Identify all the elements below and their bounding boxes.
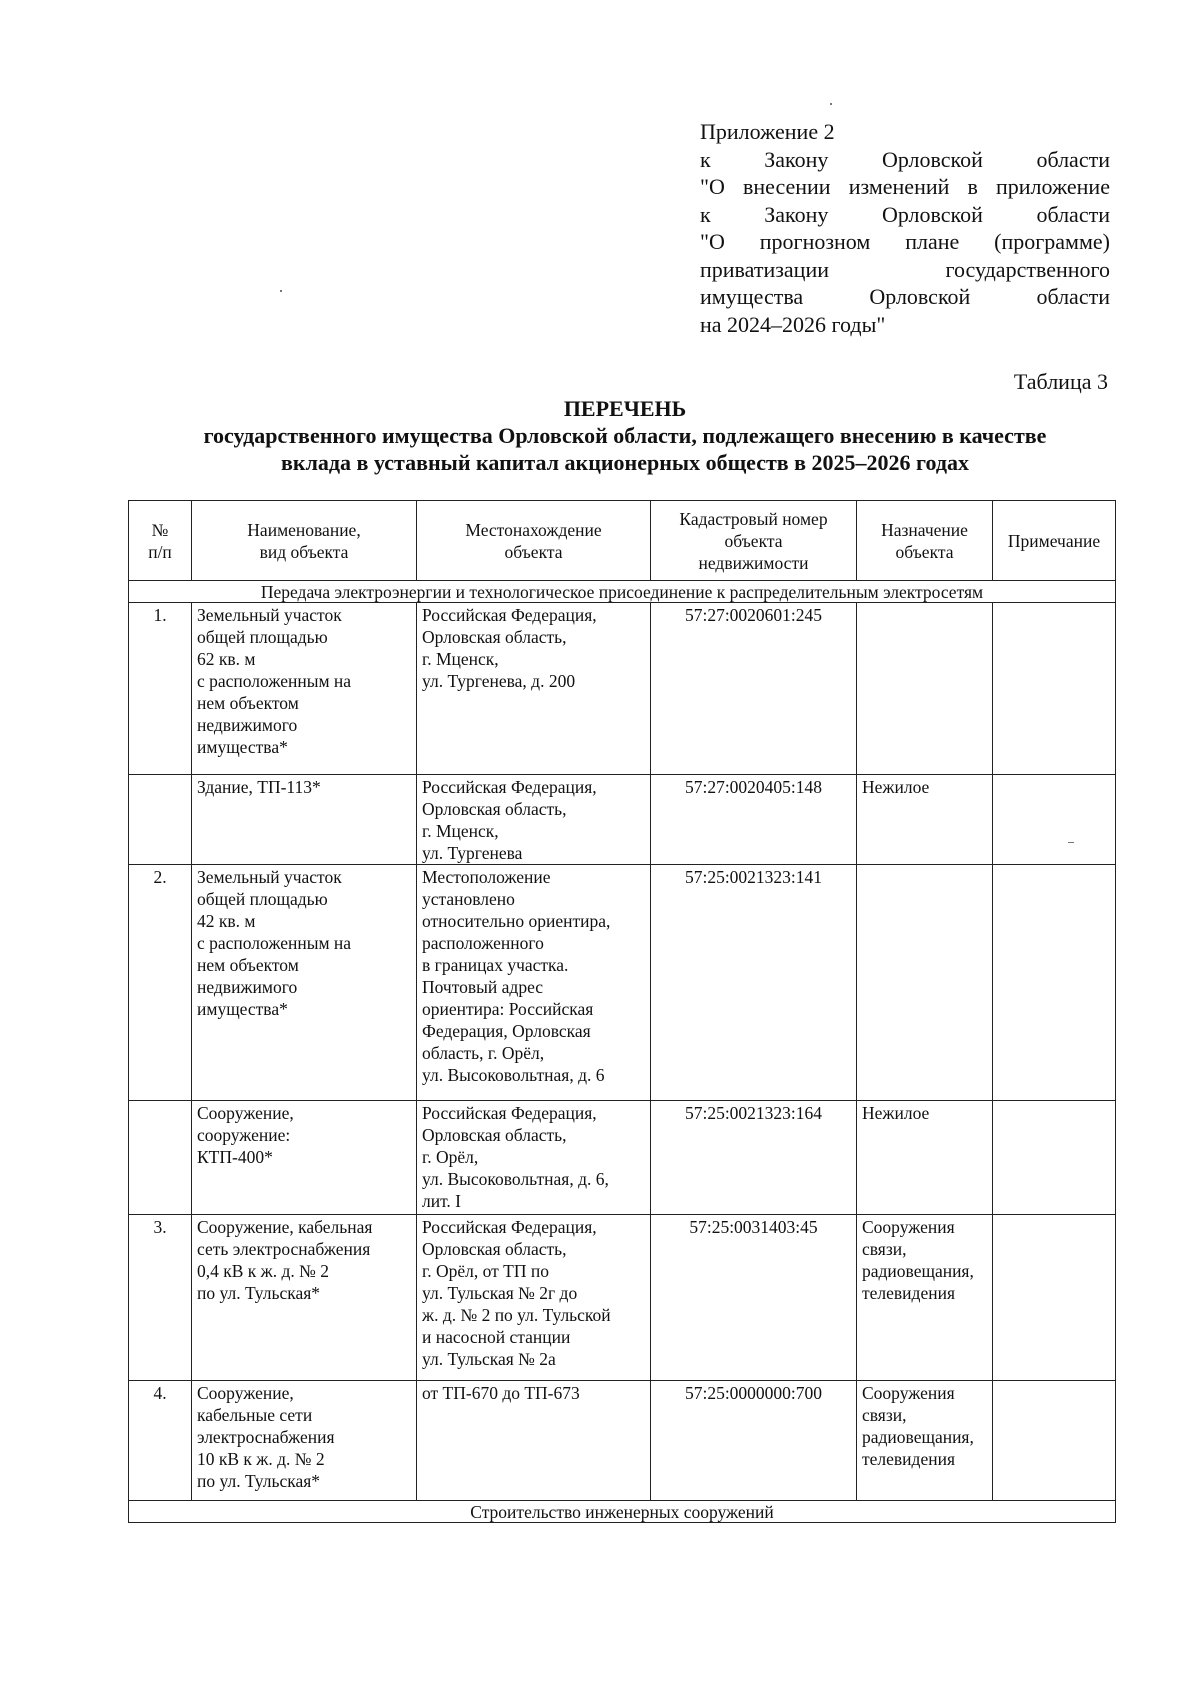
cell-location-line: Российская Федерация, xyxy=(422,605,597,625)
header-note xyxy=(993,501,1116,581)
document-subtitle-line-2: вклада в уставный капитал акционерных обществ в 2025–2026 годах xyxy=(281,450,969,475)
cell-name-line: Сооружение, кабельная xyxy=(197,1217,373,1237)
document-title: ПЕРЕЧЕНЬ xyxy=(563,396,687,421)
cell-name-line: КТП-400* xyxy=(197,1147,273,1167)
cell-name-line: имущества* xyxy=(197,999,288,1019)
header-text: Назначение xyxy=(881,519,968,540)
annex-line-4 xyxy=(700,201,1110,229)
cell-location-line: ул. Тульская № 2г до xyxy=(422,1283,578,1303)
cell-purpose-line: телевидения xyxy=(862,1449,955,1469)
cell-location-line: Почтовый адрес xyxy=(422,977,544,997)
scan-speck xyxy=(280,290,282,292)
annex-word: Орловской xyxy=(881,201,983,227)
cell-purpose xyxy=(857,1215,993,1381)
cell-location-line: г. Мценск, xyxy=(422,649,499,669)
cell-location-line: ориентира: Российская xyxy=(422,999,594,1019)
header-text: Местонахождение xyxy=(465,519,602,540)
annex-line-3 xyxy=(700,173,1110,201)
cell-location-line: ул. Высоковольтная, д. 6, xyxy=(422,1169,609,1189)
annex-word: государственного xyxy=(945,256,1110,282)
cell-location xyxy=(417,865,651,1101)
cell-num: 2. xyxy=(129,865,192,1101)
cell-name xyxy=(192,865,417,1101)
cell-cadastral: 57:25:0031403:45 xyxy=(651,1215,857,1381)
annex-line-6 xyxy=(700,256,1110,284)
cell-purpose-line: телевидения xyxy=(862,1283,955,1303)
annex-word: Закону xyxy=(764,201,829,227)
header-location xyxy=(417,501,651,581)
cell-purpose-line: радиовещания, xyxy=(862,1427,974,1447)
document-subtitle-line-1: государственного имущества Орловской области, подлежащего внесению в качестве xyxy=(203,423,1047,448)
cell-note xyxy=(993,775,1116,865)
annex-line-7 xyxy=(700,283,1110,311)
cell-location-line: ж. д. № 2 по ул. Тульской xyxy=(422,1305,611,1325)
annex-header xyxy=(700,118,1110,338)
cell-purpose xyxy=(857,1101,993,1215)
cell-location-line: Российская Федерация, xyxy=(422,777,597,797)
cell-name-line: сеть электроснабжения xyxy=(197,1239,371,1259)
cell-name-line: нем объектом xyxy=(197,955,299,975)
cell-name-line: 0,4 кВ к ж. д. № 2 xyxy=(197,1261,329,1281)
table-row xyxy=(129,603,1116,775)
header-text: № xyxy=(151,519,169,540)
table-row xyxy=(129,1101,1116,1215)
cell-cadastral: 57:25:0021323:141 xyxy=(651,865,857,1101)
table-row xyxy=(129,1215,1116,1381)
cell-location xyxy=(417,603,651,775)
annex-word: внесении xyxy=(742,174,831,199)
cell-purpose-line: Нежилое xyxy=(862,777,930,797)
cell-purpose-line: Сооружения xyxy=(862,1383,955,1403)
annex-word: имущества xyxy=(700,284,804,309)
annex-word: области xyxy=(1036,201,1110,227)
table-number: Таблица 3 xyxy=(1013,369,1108,394)
annex-word: Орловской xyxy=(869,284,971,309)
cell-name-line: нем объектом xyxy=(197,693,299,713)
cell-location-line: лит. I xyxy=(422,1191,462,1211)
header-text: Кадастровый номер xyxy=(679,508,828,529)
cell-name-line: с расположенным на xyxy=(197,933,352,953)
cell-note xyxy=(993,1101,1116,1215)
header-text: вид объекта xyxy=(259,541,349,562)
cell-location-line: г. Орёл, xyxy=(422,1147,479,1167)
cell-location-line: Орловская область, xyxy=(422,627,567,647)
section-title: Передача электроэнергии и технологическое присоединение к распределительным электросетям xyxy=(129,581,1116,603)
cell-name-line: Сооружение, xyxy=(197,1383,294,1403)
cell-location-line: ул. Высоковольтная, д. 6 xyxy=(422,1065,605,1085)
cell-name-line: общей площадью xyxy=(197,889,328,909)
cell-purpose-line: Сооружения xyxy=(862,1217,955,1237)
cell-location-line: Российская Федерация, xyxy=(422,1217,597,1237)
cell-name xyxy=(192,1215,417,1381)
section-row xyxy=(129,1501,1116,1523)
cell-name-line: 62 кв. м xyxy=(197,649,256,669)
cell-name-line: Земельный участок xyxy=(197,605,342,625)
cell-name-line: имущества* xyxy=(197,737,288,757)
cell-note xyxy=(993,1215,1116,1381)
cell-location-line: Орловская область, xyxy=(422,1239,567,1259)
header-text: Примечание xyxy=(1007,530,1101,551)
annex-line-2 xyxy=(700,146,1110,174)
cell-name-line: электроснабжения xyxy=(197,1427,335,1447)
cell-location-line: относительно ориентира, xyxy=(422,911,611,931)
section-row xyxy=(129,581,1116,603)
header-text: объекта xyxy=(895,541,954,562)
header-cadastral xyxy=(651,501,857,581)
cell-location-line: Федерация, Орловская xyxy=(422,1021,591,1041)
cell-location-line: в границах участка. xyxy=(422,955,569,975)
cell-purpose-line: радиовещания, xyxy=(862,1261,974,1281)
header-num xyxy=(129,501,192,581)
annex-word: прогнозном xyxy=(759,229,871,254)
cell-num xyxy=(129,1101,192,1215)
cell-name-line: Здание, ТП-113* xyxy=(197,777,321,797)
annex-word: Орловской xyxy=(881,146,983,172)
cell-note xyxy=(993,865,1116,1101)
scan-speck xyxy=(830,103,832,105)
annex-word: плане xyxy=(905,229,960,254)
header-purpose xyxy=(857,501,993,581)
table-header-row xyxy=(129,501,1116,581)
cell-location-line: ул. Тульская № 2а xyxy=(422,1349,556,1369)
cell-location-line: установлено xyxy=(422,889,515,909)
annex-word: Закону xyxy=(764,146,829,172)
cell-location-line: Местоположение xyxy=(422,867,551,887)
cell-num xyxy=(129,775,192,865)
annex-word: "О xyxy=(700,174,725,199)
cell-note xyxy=(993,1381,1116,1501)
cell-purpose xyxy=(857,603,993,775)
annex-word: "О xyxy=(700,229,725,254)
cell-num: 4. xyxy=(129,1381,192,1501)
cell-location-line: г. Орёл, от ТП по xyxy=(422,1261,549,1281)
cell-name-line: по ул. Тульская* xyxy=(197,1283,321,1303)
annex-word: приложение xyxy=(996,174,1110,199)
header-text: п/п xyxy=(148,541,172,562)
annex-word: к xyxy=(700,146,711,172)
cell-location xyxy=(417,1215,651,1381)
cell-name-line: 42 кв. м xyxy=(197,911,256,931)
annex-word: области xyxy=(1036,146,1110,172)
annex-word: изменений xyxy=(848,174,950,199)
cell-name-line: с расположенным на xyxy=(197,671,352,691)
cell-location xyxy=(417,775,651,865)
cell-cadastral: 57:25:0000000:700 xyxy=(651,1381,857,1501)
cell-name-line: сооружение: xyxy=(197,1125,291,1145)
cell-purpose xyxy=(857,775,993,865)
cell-location-line: расположенного xyxy=(422,933,544,953)
cell-note xyxy=(993,603,1116,775)
cell-cadastral: 57:25:0021323:164 xyxy=(651,1101,857,1215)
cell-cadastral: 57:27:0020601:245 xyxy=(651,603,857,775)
cell-name-line: по ул. Тульская* xyxy=(197,1471,321,1491)
cell-name-line: 10 кВ к ж. д. № 2 xyxy=(197,1449,325,1469)
table-row xyxy=(129,865,1116,1101)
cell-location-line: Российская Федерация, xyxy=(422,1103,597,1123)
header-name xyxy=(192,501,417,581)
property-table xyxy=(128,500,1116,1523)
header-text: объекта xyxy=(724,530,783,551)
cell-name-line: недвижимого xyxy=(197,977,298,997)
annex-line-1: Приложение 2 xyxy=(700,119,835,144)
cell-location-line: область, г. Орёл, xyxy=(422,1043,545,1063)
table-row xyxy=(129,775,1116,865)
cell-location-line: ул. Тургенева, д. 200 xyxy=(422,671,576,691)
cell-name-line: недвижимого xyxy=(197,715,298,735)
annex-word: в xyxy=(967,174,978,199)
cell-name xyxy=(192,1381,417,1501)
cell-location-line: г. Мценск, xyxy=(422,821,499,841)
section-title: Строительство инженерных сооружений xyxy=(129,1501,1116,1523)
cell-purpose-line: связи, xyxy=(862,1239,907,1259)
header-text: объекта xyxy=(504,541,563,562)
cell-location-line: от ТП-670 до ТП-673 xyxy=(422,1383,580,1403)
annex-line-5 xyxy=(700,228,1110,256)
cell-purpose-line: связи, xyxy=(862,1405,907,1425)
annex-word: (программе) xyxy=(994,229,1110,254)
annex-word: области xyxy=(1036,284,1110,309)
cell-name xyxy=(192,1101,417,1215)
cell-location-line: ул. Тургенева xyxy=(422,843,523,863)
cell-purpose xyxy=(857,865,993,1101)
cell-name-line: кабельные сети xyxy=(197,1405,313,1425)
cell-name-line: Сооружение, xyxy=(197,1103,294,1123)
table-row xyxy=(129,1381,1116,1501)
cell-num: 1. xyxy=(129,603,192,775)
cell-cadastral: 57:27:0020405:148 xyxy=(651,775,857,865)
cell-location-line: Орловская область, xyxy=(422,1125,567,1145)
cell-purpose-line: Нежилое xyxy=(862,1103,930,1123)
header-text: Наименование, xyxy=(247,519,361,540)
annex-word: приватизации xyxy=(700,256,830,282)
cell-name xyxy=(192,603,417,775)
cell-purpose xyxy=(857,1381,993,1501)
cell-location xyxy=(417,1101,651,1215)
cell-name-line: Земельный участок xyxy=(197,867,342,887)
cell-location-line: и насосной станции xyxy=(422,1327,571,1347)
annex-line-8: на 2024–2026 годы" xyxy=(700,311,886,337)
annex-word: к xyxy=(700,201,711,227)
cell-num: 3. xyxy=(129,1215,192,1381)
cell-location-line: Орловская область, xyxy=(422,799,567,819)
header-text: недвижимости xyxy=(698,552,809,573)
cell-location xyxy=(417,1381,651,1501)
cell-name xyxy=(192,775,417,865)
cell-name-line: общей площадью xyxy=(197,627,328,647)
